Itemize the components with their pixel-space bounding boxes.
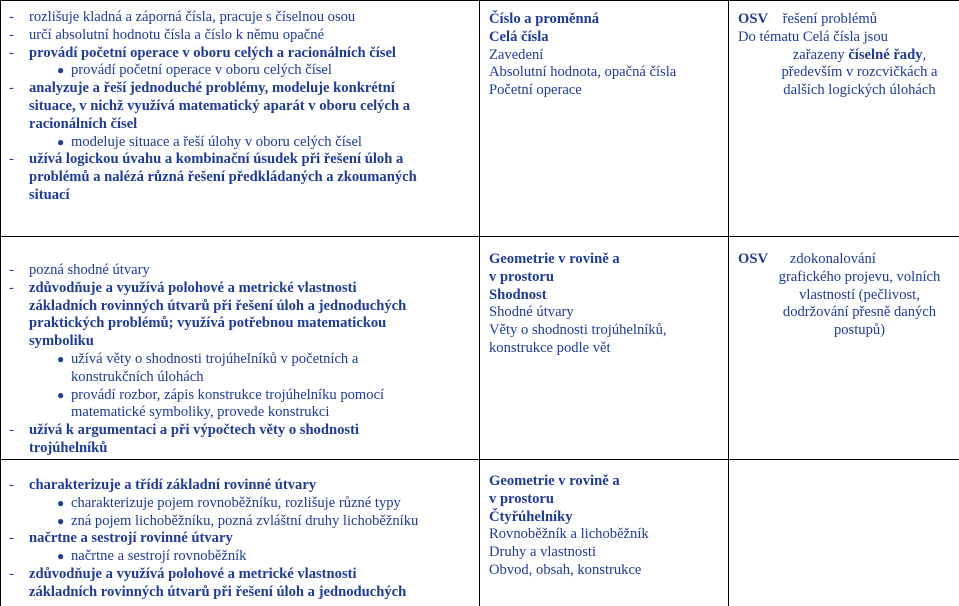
- topic-item: Početní operace: [489, 82, 582, 99]
- outcome-line: situace, v nichž využívá matematický aparát v oboru celých a: [29, 97, 411, 114]
- outcome-line: modeluje situace a řeší úlohy v oboru celých čísel: [71, 133, 362, 150]
- topic-item: Shodné útvary: [489, 304, 574, 321]
- dash-marker: -: [9, 262, 14, 278]
- outcome-line: racionálních čísel: [29, 115, 138, 132]
- outcome-item: [9, 151, 475, 204]
- outcome-item: [9, 530, 475, 548]
- outcome-subitem: [9, 548, 475, 566]
- bullet-marker: ●: [57, 495, 65, 510]
- table-row: [1, 460, 959, 606]
- osv-text-line: Do tématu Celá čísla jsou: [738, 28, 888, 45]
- osv-label: OSV: [738, 251, 769, 267]
- outcome-line: provádí rozbor, zápis konstrukce trojúhelníku pomocí: [71, 386, 385, 403]
- osv-text-line: dodržování přesně daných: [782, 304, 937, 321]
- topic-heading: v prostoru: [489, 490, 555, 507]
- topic-heading: v prostoru: [489, 268, 555, 285]
- bullet-marker: ●: [57, 351, 65, 366]
- outcome-item: [9, 262, 475, 280]
- outcome-line: provádí početní operace v oboru celých čísel: [71, 62, 332, 79]
- bullet-marker: ●: [57, 387, 65, 402]
- outcome-line: charakterizuje a třídí základní rovinné útvary: [29, 477, 317, 493]
- outcome-item: [9, 477, 475, 495]
- outcome-line: načrtne a sestrojí rovinné útvary: [29, 530, 233, 547]
- topic-subheading: Shodnost: [489, 286, 547, 303]
- osv-text: [738, 269, 956, 340]
- topic-cell: [480, 460, 729, 606]
- topic-cell: [480, 1, 729, 237]
- osv-text-line: vlastností (pečlivost,: [799, 286, 920, 303]
- outcome-subitem: [9, 513, 475, 531]
- outcome-item: [9, 45, 475, 63]
- topic-subheading: Celá čísla: [489, 28, 549, 45]
- topic-item: Věty o shodnosti trojúhelníků,: [489, 322, 667, 339]
- outcome-item: [9, 280, 475, 351]
- bullet-marker: ●: [57, 134, 65, 149]
- topic-cell: [480, 237, 729, 460]
- outcome-line: základních rovinných útvarů při řešení úloh a jednoduchých: [29, 297, 407, 314]
- bullet-marker: ●: [57, 63, 65, 78]
- topic-items: [489, 47, 724, 100]
- topic-item: Absolutní hodnota, opačná čísla: [489, 64, 677, 81]
- dash-marker: -: [9, 80, 14, 97]
- topic-item: Obvod, obsah, konstrukce: [489, 561, 642, 578]
- outcome-line: zdůvodňuje a využívá polohové a metrické vlastnosti: [29, 279, 357, 296]
- outcome-line: rozlišuje kladná a záporná čísla, pracuje s číselnou osou: [29, 9, 356, 25]
- dash-marker: -: [9, 565, 14, 582]
- outcome-line: symboliku: [29, 333, 94, 350]
- osv-text-line: grafického projevu, volních: [778, 268, 941, 285]
- outcome-subitem: [9, 387, 475, 423]
- outcome-line: konstrukčních úlohách: [71, 368, 204, 385]
- topic-item: Druhy a vlastnosti: [489, 544, 597, 561]
- topic-item: Zavedení: [489, 46, 544, 63]
- outcomes-list: [1, 1, 479, 205]
- osv-text-line: postupů): [833, 322, 886, 339]
- outcome-line: problémů a nalézá různá řešení předkládaných a zkoumaných: [29, 169, 417, 186]
- outcome-line: užívá k argumentaci a při výpočtech věty o shodnosti: [29, 422, 359, 439]
- outcome-item: [9, 80, 475, 133]
- topic-item: konstrukce podle vět: [489, 339, 611, 356]
- outcome-line: charakterizuje pojem rovnoběžníku, rozlišuje různé typy: [71, 494, 401, 511]
- dash-marker: -: [9, 422, 14, 439]
- bullet-marker: ●: [57, 549, 65, 564]
- dash-marker: -: [9, 530, 14, 547]
- topic-subheading: Čtyřúhelníky: [489, 508, 573, 525]
- outcome-subitem: [9, 495, 475, 513]
- outcomes-cell: [1, 237, 480, 460]
- outcome-line: základních rovinných útvarů při řešení úloh a jednoduchých: [29, 583, 407, 600]
- dash-marker: -: [9, 279, 14, 296]
- outcome-line: pozná shodné útvary: [29, 262, 150, 278]
- outcome-line: provádí početní operace v oboru celých a racionálních čísel: [29, 44, 396, 61]
- outcome-line: praktických problémů; využívá potřebnou matematickou: [29, 315, 387, 332]
- osv-text-line: zařazeny číselné řady,: [792, 46, 927, 63]
- outcomes-list: [1, 460, 479, 602]
- outcome-item: [9, 566, 475, 602]
- topic-heading: Geometrie v rovině a: [489, 473, 620, 489]
- outcome-item: [9, 9, 475, 27]
- topic-heading: Číslo a proměnná: [489, 11, 600, 27]
- outcomes-cell: [1, 460, 480, 606]
- osv-text-line: především v rozcvičkách a: [781, 64, 938, 81]
- osv-label: OSV: [738, 11, 769, 27]
- table-row: [1, 237, 959, 460]
- osv-text-line: dalších logických úlohách: [783, 82, 936, 99]
- outcomes-cell: [1, 1, 480, 237]
- dash-marker: -: [9, 44, 14, 61]
- dash-marker: -: [9, 26, 14, 43]
- dash-marker: -: [9, 151, 14, 168]
- outcome-subitem: [9, 134, 475, 152]
- bullet-marker: ●: [57, 513, 65, 528]
- outcomes-list: [1, 237, 479, 458]
- outcome-subitem: [9, 351, 475, 387]
- outcome-line: určí absolutní hodnotu čísla a číslo k němu opačné: [29, 26, 325, 43]
- outcome-line: situací: [29, 186, 70, 203]
- outcome-line: užívá logickou úvahu a kombinační úsudek při řešení úloh a: [29, 151, 404, 168]
- crosscurricular-cell: [729, 1, 959, 237]
- outcome-line: analyzuje a řeší jednoduché problémy, modeluje konkrétní: [29, 80, 395, 97]
- dash-marker: -: [9, 9, 14, 25]
- outcome-subitem: [9, 62, 475, 80]
- osv-topic: zdokonalování: [789, 251, 876, 267]
- dash-marker: -: [9, 477, 14, 493]
- osv-topic: řešení problémů: [782, 11, 878, 27]
- crosscurricular-cell: [729, 237, 959, 460]
- table-row: [1, 1, 959, 237]
- outcome-line: užívá věty o shodnosti trojúhelníků v početních a: [71, 350, 359, 367]
- topic-heading: Geometrie v rovině a: [489, 251, 620, 267]
- outcome-line: zdůvodňuje a využívá polohové a metrické vlastnosti: [29, 565, 357, 582]
- topic-items: [489, 526, 724, 579]
- outcome-line: zná pojem lichoběžníku, pozná zvláštní druhy lichoběžníku: [71, 512, 419, 529]
- outcome-item: [9, 422, 475, 458]
- outcome-line: trojúhelníků: [29, 439, 108, 456]
- topic-item: Rovnoběžník a lichoběžník: [489, 526, 649, 543]
- outcome-line: načrtne a sestrojí rovnoběžník: [71, 548, 247, 565]
- crosscurricular-cell: [729, 460, 959, 606]
- outcome-line: matematické symboliky, provede konstrukci: [71, 404, 330, 421]
- outcome-item: [9, 27, 475, 45]
- topic-items: [489, 304, 724, 357]
